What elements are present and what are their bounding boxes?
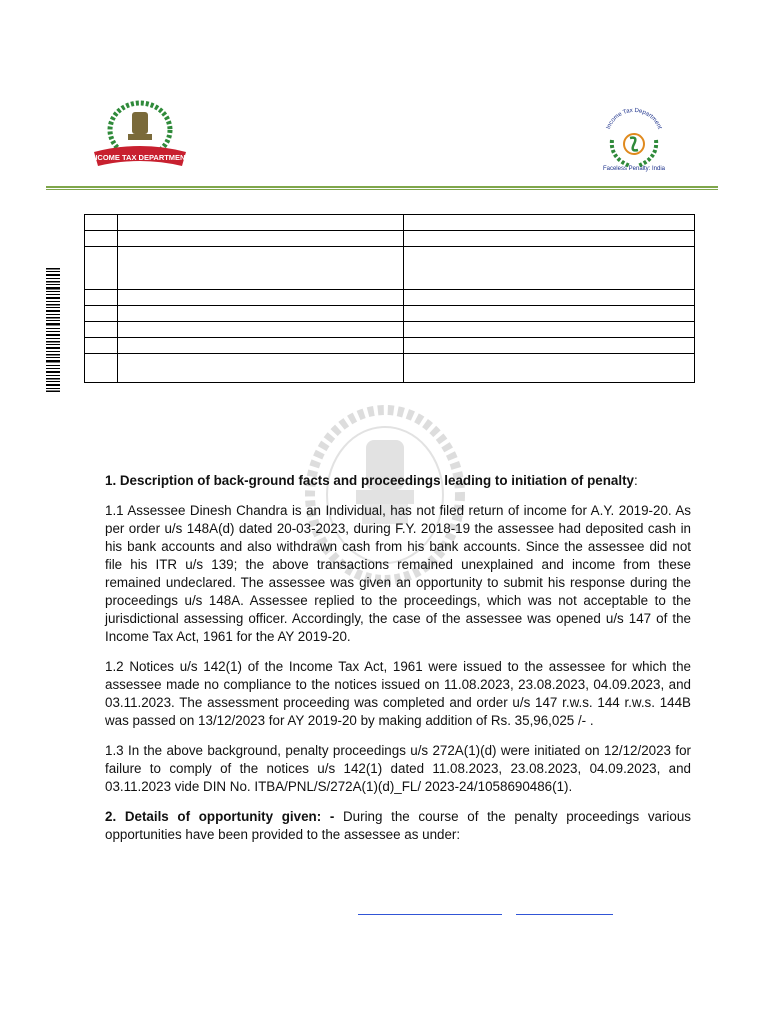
header-divider bbox=[46, 186, 718, 190]
table-row bbox=[85, 338, 695, 354]
svg-text:Income Tax Department: Income Tax Department bbox=[605, 107, 663, 131]
section-2-paragraph: 2. Details of opportunity given: - During the course of the penalty proceedings various opportunities have been provided to the assessee as under: bbox=[105, 809, 691, 842]
paragraph-1-1: 1.1 Assessee Dinesh Chandra is an Individual, has not filed return of income for A.Y. 2019-20. As per order u/s 148A(d) dated 20-03-2023, during F.Y. 2018-19 the assessee had deposited cash in his bank accounts and also withdrawn cash from his bank accounts. Since the assessee did not file his ITR u/s 139; the above transactions remained unexplained and income from these remained undeclared. The assessee was given an opportunity to submit his response during the proceedings u/s 148A. Assessee replied to the proceedings, which was not acceptable to the jurisdictional assessing officer. Accordingly, the case of the assessee was opened u/s 147 of the Income Tax Act, 1961 for the AY 2019-20. bbox=[105, 503, 691, 644]
table-row bbox=[85, 290, 695, 306]
table-row bbox=[85, 354, 695, 383]
barcode bbox=[46, 268, 60, 392]
section-1-heading: 1. Description of back-ground facts and proceedings leading to initiation of penalty: bbox=[105, 473, 638, 488]
svg-text:INCOME TAX DEPARTMENT: INCOME TAX DEPARTMENT bbox=[89, 153, 191, 162]
table-row bbox=[85, 322, 695, 338]
table-row bbox=[85, 247, 695, 290]
paragraph-1-3: 1.3 In the above background, penalty proceedings u/s 272A(1)(d) were initiated on 12/12/2023 for failure to comply of the notices u/s 142(1) dated 11.08.2023, 23.08.2023, 04.09.2023, and 03.11.2023 vide DIN No. ITBA/PNL/S/272A(1)(d)_FL/ 2023-24/1058690486(1). bbox=[105, 743, 691, 794]
section-2-heading: 2. Details of opportunity given: - bbox=[105, 809, 335, 824]
order-body bbox=[105, 472, 691, 856]
details-table bbox=[84, 214, 695, 383]
link-underline[interactable] bbox=[358, 914, 502, 915]
table-row bbox=[85, 215, 695, 231]
table-row bbox=[85, 231, 695, 247]
link-underline[interactable] bbox=[516, 914, 613, 915]
paragraph-1-2: 1.2 Notices u/s 142(1) of the Income Tax Act, 1961 were issued to the assessee for which the assessee made no compliance to the notices issued on 11.08.2023, 23.08.2023, 04.09.2023, and 03.11.2023. The assessment proceeding was completed and order u/s 147 r.w.s. 144 r.w.s. 144B was passed on 13/12/2023 for AY 2019-20 by making addition of Rs. 35,96,025 /- . bbox=[105, 659, 691, 728]
table-row bbox=[85, 306, 695, 322]
income-tax-department-logo bbox=[88, 100, 192, 172]
right-logo-caption: Faceless Penalty: India bbox=[602, 166, 666, 172]
